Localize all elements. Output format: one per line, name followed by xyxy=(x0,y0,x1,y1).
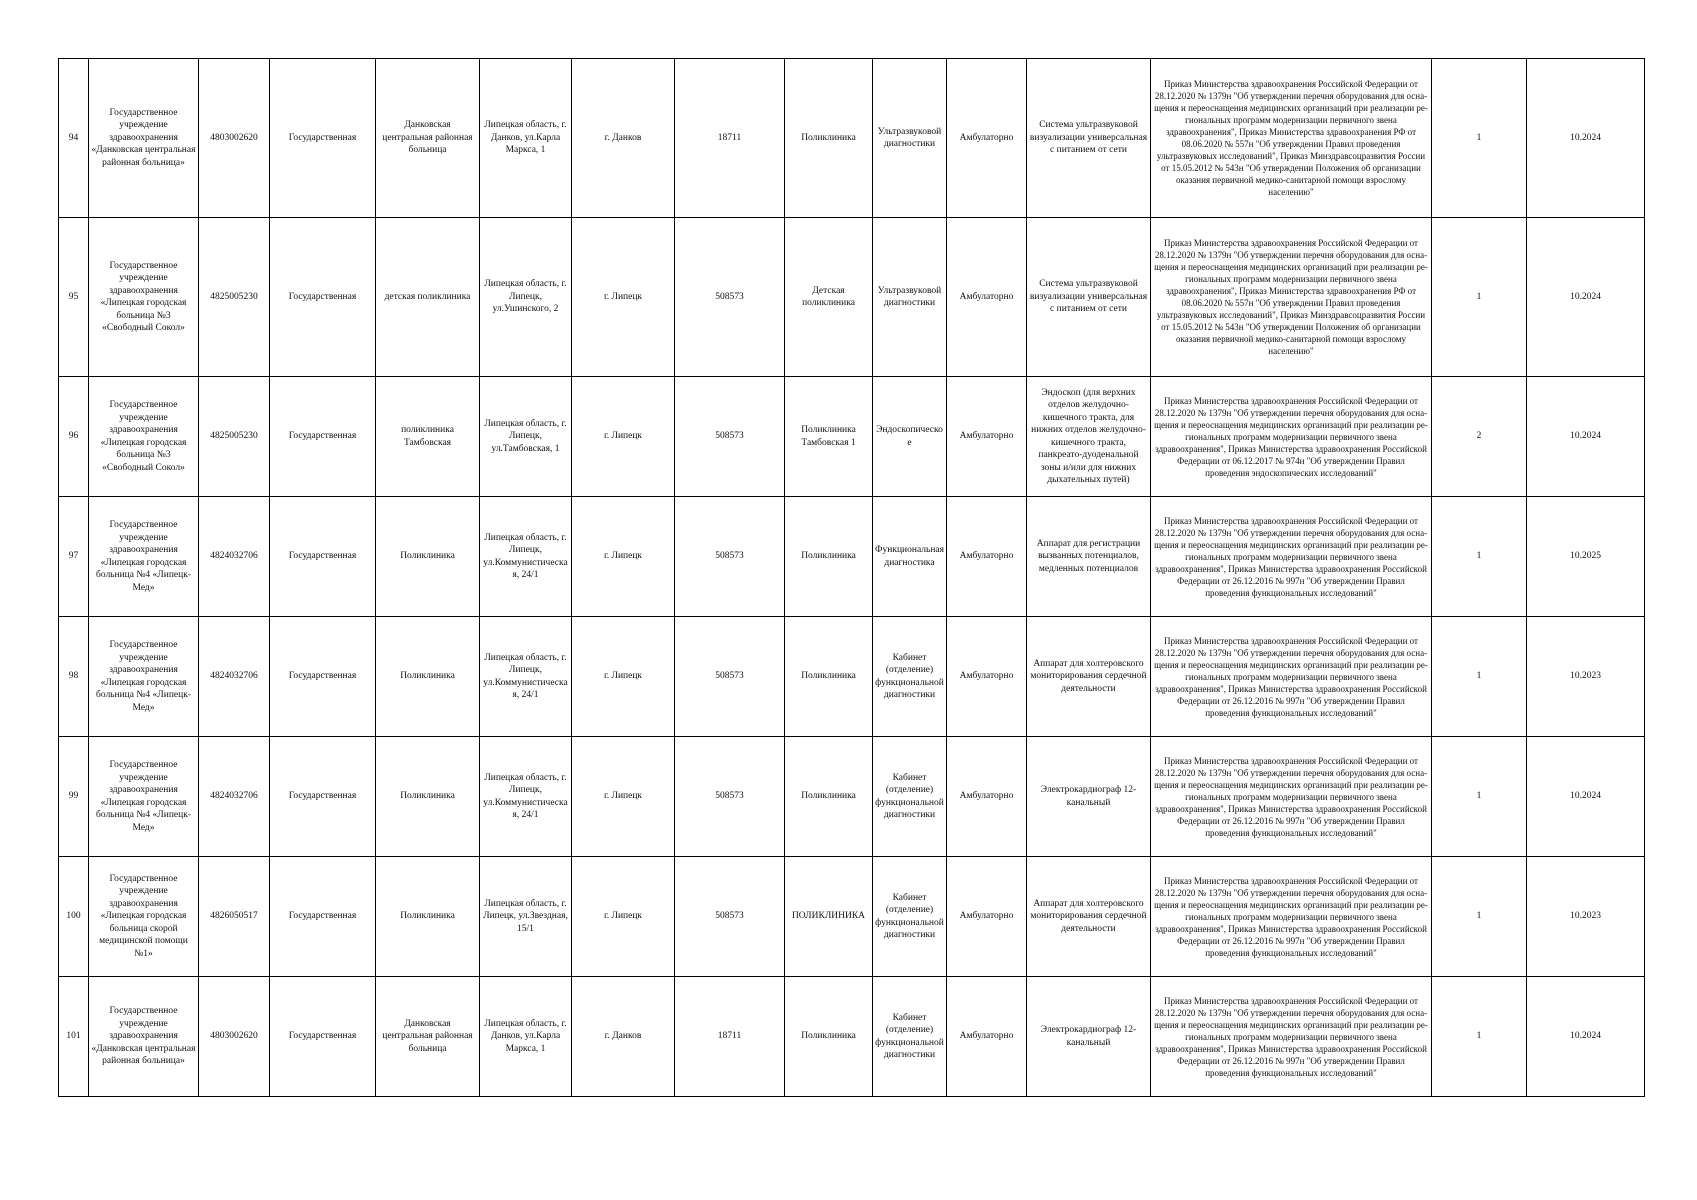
care-mode-cell: Амбулаторно xyxy=(947,857,1027,977)
row-number-cell: 100 xyxy=(59,857,89,977)
legal-basis-cell: Приказ Министерства здравоохранения Российской Федерации от 28.12.2020 № 1379н "Об утверждении перечня оборудования для осна-щения и переоснащения медицинских организаций при реализации ре-гиональных программ модернизации первичного звена здравоохранения", Приказ Министерства здравоохранения Российской Федерации от 26.12.2016 № 997н "Об утверждении Правил проведения функциональных исследований" xyxy=(1151,617,1432,737)
address-cell: Липецкая область, г. Липецк, ул.Коммунистическая, 24/1 xyxy=(480,497,572,617)
department-cell: Функциональная диагностика xyxy=(873,497,947,617)
locality-cell: г. Липецк xyxy=(572,617,675,737)
care-mode-cell: Амбулаторно xyxy=(947,377,1027,497)
row-number-cell: 99 xyxy=(59,737,89,857)
inn-cell: 4824032706 xyxy=(199,497,270,617)
care-mode-cell: Амбулаторно xyxy=(947,218,1027,377)
quantity-cell: 1 xyxy=(1432,617,1527,737)
structural-unit-cell: Поликлиника xyxy=(785,737,873,857)
address-cell: Липецкая область, г. Липецк, ул.Ушинского, 2 xyxy=(480,218,572,377)
delivery-date-cell: 10.2024 xyxy=(1527,377,1645,497)
ownership-type-cell: Государственная xyxy=(270,377,376,497)
organization-name-cell: Государственное учреждение здравоохранения «Данковская центральная районная больница» xyxy=(89,977,199,1097)
facility-name-cell: Поликлиника xyxy=(376,857,480,977)
row-number-cell: 96 xyxy=(59,377,89,497)
row-number-cell: 101 xyxy=(59,977,89,1097)
care-mode-cell: Амбулаторно xyxy=(947,59,1027,218)
organization-name-cell: Государственное учреждение здравоохранения «Липецкая городская больница №4 «Липецк-Мед» xyxy=(89,737,199,857)
quantity-cell: 2 xyxy=(1432,377,1527,497)
address-cell: Липецкая область, г. Липецк, ул.Коммунистическая, 24/1 xyxy=(480,737,572,857)
department-cell: Кабинет (отделение) функциональной диагностики xyxy=(873,737,947,857)
legal-basis-cell: Приказ Министерства здравоохранения Российской Федерации от 28.12.2020 № 1379н "Об утверждении перечня оборудования для осна-щения и переоснащения медицинских организаций при реализации ре-гиональных программ модернизации первичного звена здравоохранения", Приказ Министерства здравоохранения РФ от 08.06.2020 № 557н "Об утверждении Правил проведения ультразвуковых исследований", Приказ Минздравсоцразвития России от 15.05.2012 № 543н "Об утверждении Положения об организации оказания первичной медико-санитарной помощи взрослому населению" xyxy=(1151,218,1432,377)
facility-name-cell: Поликлиника xyxy=(376,497,480,617)
ownership-type-cell: Государственная xyxy=(270,977,376,1097)
organization-name-cell: Государственное учреждение здравоохранения «Липецкая городская больница №4 «Липецк-Мед» xyxy=(89,617,199,737)
table-row xyxy=(59,59,1645,218)
population-cell: 508573 xyxy=(675,617,785,737)
address-cell: Липецкая область, г. Липецк, ул.Звездная, 15/1 xyxy=(480,857,572,977)
table-row xyxy=(59,218,1645,377)
locality-cell: г. Данков xyxy=(572,977,675,1097)
population-cell: 508573 xyxy=(675,218,785,377)
ownership-type-cell: Государственная xyxy=(270,857,376,977)
department-cell: Кабинет (отделение) функциональной диагностики xyxy=(873,617,947,737)
ownership-type-cell: Государственная xyxy=(270,218,376,377)
address-cell: Липецкая область, г. Данков, ул.Карла Маркса, 1 xyxy=(480,59,572,218)
address-cell: Липецкая область, г. Липецк, ул.Коммунистическая, 24/1 xyxy=(480,617,572,737)
department-cell: Ультразвуковой диагностики xyxy=(873,59,947,218)
quantity-cell: 1 xyxy=(1432,977,1527,1097)
department-cell: Эндоскопическое xyxy=(873,377,947,497)
population-cell: 508573 xyxy=(675,857,785,977)
equipment-registry-table xyxy=(58,58,1645,1097)
inn-cell: 4824032706 xyxy=(199,737,270,857)
structural-unit-cell: Поликлиника xyxy=(785,59,873,218)
equipment-name-cell: Аппарат для холтеровского мониторирования сердечной деятельности xyxy=(1027,617,1151,737)
delivery-date-cell: 10.2024 xyxy=(1527,737,1645,857)
locality-cell: г. Липецк xyxy=(572,218,675,377)
equipment-name-cell: Электрокардиограф 12-канальный xyxy=(1027,737,1151,857)
structural-unit-cell: Поликлиника xyxy=(785,977,873,1097)
structural-unit-cell: Детская поликлиника xyxy=(785,218,873,377)
facility-name-cell: Поликлиника xyxy=(376,737,480,857)
structural-unit-cell: Поликлиника Тамбовская 1 xyxy=(785,377,873,497)
table-row xyxy=(59,497,1645,617)
row-number-cell: 95 xyxy=(59,218,89,377)
quantity-cell: 1 xyxy=(1432,59,1527,218)
inn-cell: 4803002620 xyxy=(199,59,270,218)
equipment-name-cell: Аппарат для регистрации вызванных потенциалов, медленных потенциалов xyxy=(1027,497,1151,617)
address-cell: Липецкая область, г. Данков, ул.Карла Маркса, 1 xyxy=(480,977,572,1097)
locality-cell: г. Данков xyxy=(572,59,675,218)
row-number-cell: 97 xyxy=(59,497,89,617)
legal-basis-cell: Приказ Министерства здравоохранения Российской Федерации от 28.12.2020 № 1379н "Об утверждении перечня оборудования для осна-щения и переоснащения медицинских организаций при реализации ре-гиональных программ модернизации первичного звена здравоохранения", Приказ Министерства здравоохранения Российской Федерации от 26.12.2016 № 997н "Об утверждении Правил проведения функциональных исследований" xyxy=(1151,497,1432,617)
inn-cell: 4825005230 xyxy=(199,377,270,497)
address-cell: Липецкая область, г. Липецк, ул.Тамбовская, 1 xyxy=(480,377,572,497)
population-cell: 18711 xyxy=(675,977,785,1097)
table-row xyxy=(59,857,1645,977)
delivery-date-cell: 10.2024 xyxy=(1527,59,1645,218)
equipment-name-cell: Система ультразвуковой визуализации универсальная с питанием от сети xyxy=(1027,218,1151,377)
table-row xyxy=(59,377,1645,497)
population-cell: 18711 xyxy=(675,59,785,218)
table-row xyxy=(59,977,1645,1097)
care-mode-cell: Амбулаторно xyxy=(947,737,1027,857)
organization-name-cell: Государственное учреждение здравоохранения «Данковская центральная районная больница» xyxy=(89,59,199,218)
inn-cell: 4825005230 xyxy=(199,218,270,377)
quantity-cell: 1 xyxy=(1432,857,1527,977)
structural-unit-cell: Поликлиника xyxy=(785,617,873,737)
care-mode-cell: Амбулаторно xyxy=(947,497,1027,617)
department-cell: Ультразвуковой диагностики xyxy=(873,218,947,377)
legal-basis-cell: Приказ Министерства здравоохранения Российской Федерации от 28.12.2020 № 1379н "Об утверждении перечня оборудования для осна-щения и переоснащения медицинских организаций при реализации ре-гиональных программ модернизации первичного звена здравоохранения", Приказ Министерства здравоохранения Российской Федерации от 26.12.2016 № 997н "Об утверждении Правил проведения функциональных исследований" xyxy=(1151,977,1432,1097)
equipment-name-cell: Электрокардиограф 12-канальный xyxy=(1027,977,1151,1097)
population-cell: 508573 xyxy=(675,377,785,497)
inn-cell: 4824032706 xyxy=(199,617,270,737)
facility-name-cell: поликлиника Тамбовская xyxy=(376,377,480,497)
quantity-cell: 1 xyxy=(1432,497,1527,617)
locality-cell: г. Липецк xyxy=(572,737,675,857)
equipment-name-cell: Аппарат для холтеровского мониторирования сердечной деятельности xyxy=(1027,857,1151,977)
delivery-date-cell: 10.2024 xyxy=(1527,977,1645,1097)
ownership-type-cell: Государственная xyxy=(270,617,376,737)
legal-basis-cell: Приказ Министерства здравоохранения Российской Федерации от 28.12.2020 № 1379н "Об утверждении перечня оборудования для осна-щения и переоснащения медицинских организаций при реализации ре-гиональных программ модернизации первичного звена здравоохранения", Приказ Министерства здравоохранения Российской Федерации от 26.12.2016 № 997н "Об утверждении Правил проведения функциональных исследований" xyxy=(1151,737,1432,857)
organization-name-cell: Государственное учреждение здравоохранения «Липецкая городская больница скорой медицинской помощи №1» xyxy=(89,857,199,977)
care-mode-cell: Амбулаторно xyxy=(947,977,1027,1097)
equipment-name-cell: Система ультразвуковой визуализации универсальная с питанием от сети xyxy=(1027,59,1151,218)
equipment-name-cell: Эндоскоп (для верхних отделов желудочно-кишечного тракта, для нижних отделов желудочно-кишечного тракта, панкреато-дуоденальной зоны и/или для нижних дыхательных путей) xyxy=(1027,377,1151,497)
locality-cell: г. Липецк xyxy=(572,377,675,497)
facility-name-cell: Поликлиника xyxy=(376,617,480,737)
ownership-type-cell: Государственная xyxy=(270,737,376,857)
facility-name-cell: Данковская центральная районная больница xyxy=(376,59,480,218)
quantity-cell: 1 xyxy=(1432,737,1527,857)
department-cell: Кабинет (отделение) функциональной диагностики xyxy=(873,977,947,1097)
inn-cell: 4803002620 xyxy=(199,977,270,1097)
structural-unit-cell: Поликлиника xyxy=(785,497,873,617)
row-number-cell: 98 xyxy=(59,617,89,737)
row-number-cell: 94 xyxy=(59,59,89,218)
locality-cell: г. Липецк xyxy=(572,497,675,617)
table-row xyxy=(59,737,1645,857)
population-cell: 508573 xyxy=(675,737,785,857)
quantity-cell: 1 xyxy=(1432,218,1527,377)
department-cell: Кабинет (отделение) функциональной диагностики xyxy=(873,857,947,977)
structural-unit-cell: ПОЛИКЛИНИКА xyxy=(785,857,873,977)
delivery-date-cell: 10.2025 xyxy=(1527,497,1645,617)
locality-cell: г. Липецк xyxy=(572,857,675,977)
ownership-type-cell: Государственная xyxy=(270,59,376,218)
inn-cell: 4826050517 xyxy=(199,857,270,977)
delivery-date-cell: 10.2023 xyxy=(1527,617,1645,737)
legal-basis-cell: Приказ Министерства здравоохранения Российской Федерации от 28.12.2020 № 1379н "Об утверждении перечня оборудования для осна-щения и переоснащения медицинских организаций при реализации ре-гиональных программ модернизации первичного звена здравоохранения", Приказ Министерства здравоохранения РФ от 08.06.2020 № 557н "Об утверждении Правил проведения ультразвуковых исследований", Приказ Минздравсоцразвития России от 15.05.2012 № 543н "Об утверждении Положения об организации оказания первичной медико-санитарной помощи взрослому населению" xyxy=(1151,59,1432,218)
organization-name-cell: Государственное учреждение здравоохранения «Липецкая городская больница №3 «Свободный Сокол» xyxy=(89,377,199,497)
population-cell: 508573 xyxy=(675,497,785,617)
ownership-type-cell: Государственная xyxy=(270,497,376,617)
table-row xyxy=(59,617,1645,737)
delivery-date-cell: 10.2023 xyxy=(1527,857,1645,977)
facility-name-cell: детская поликлиника xyxy=(376,218,480,377)
facility-name-cell: Данковская центральная районная больница xyxy=(376,977,480,1097)
delivery-date-cell: 10.2024 xyxy=(1527,218,1645,377)
legal-basis-cell: Приказ Министерства здравоохранения Российской Федерации от 28.12.2020 № 1379н "Об утверждении перечня оборудования для осна-щения и переоснащения медицинских организаций при реализации ре-гиональных программ модернизации первичного звена здравоохранения", Приказ Министерства здравоохранения Российской Федерации от 26.12.2016 № 997н "Об утверждении Правил проведения функциональных исследований" xyxy=(1151,857,1432,977)
care-mode-cell: Амбулаторно xyxy=(947,617,1027,737)
organization-name-cell: Государственное учреждение здравоохранения «Липецкая городская больница №3 «Свободный Сокол» xyxy=(89,218,199,377)
organization-name-cell: Государственное учреждение здравоохранения «Липецкая городская больница №4 «Липецк-Мед» xyxy=(89,497,199,617)
legal-basis-cell: Приказ Министерства здравоохранения Российской Федерации от 28.12.2020 № 1379н "Об утверждении перечня оборудования для осна-щения и переоснащения медицинских организаций при реализации ре-гиональных программ модернизации первичного звена здравоохранения", Приказ Министерства здравоохранения Российской Федерации от 06.12.2017 № 974н "Об утверждении Правил проведения эндоскопических исследований" xyxy=(1151,377,1432,497)
